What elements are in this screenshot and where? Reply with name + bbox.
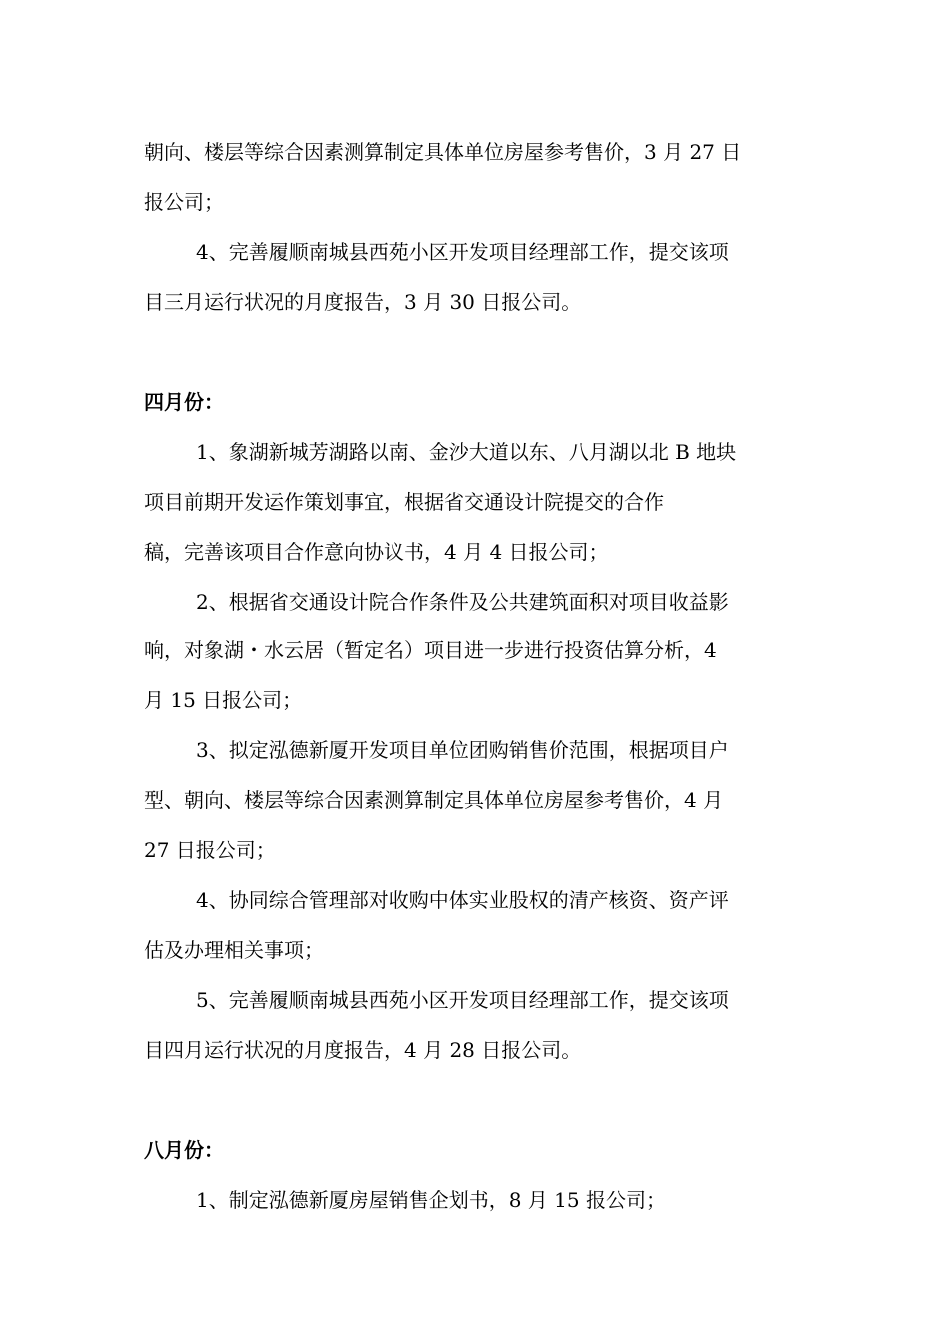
paragraph-line: 稿，完善该项目合作意向协议书，4 月 4 日报公司； — [144, 540, 609, 564]
paragraph-line: 2、根据省交通设计院合作条件及公共建筑面积对项目收益影 — [196, 590, 729, 614]
section-heading-april: 四月份： — [144, 390, 224, 414]
paragraph-line: 月 15 日报公司； — [144, 688, 303, 712]
paragraph-line: 朝向、楼层等综合因素测算制定具体单位房屋参考售价，3 月 27 日 — [144, 140, 742, 164]
paragraph-line: 项目前期开发运作策划事宜，根据省交通设计院提交的合作 — [144, 490, 664, 514]
paragraph-line: 5、完善履顺南城县西苑小区开发项目经理部工作，提交该项 — [196, 988, 729, 1012]
paragraph-line: 目三月运行状况的月度报告，3 月 30 日报公司。 — [144, 290, 582, 314]
paragraph-line: 估及办理相关事项； — [144, 938, 324, 962]
paragraph-line: 3、拟定泓德新厦开发项目单位团购销售价范围，根据项目户 — [196, 738, 729, 762]
paragraph-line: 目四月运行状况的月度报告，4 月 28 日报公司。 — [144, 1038, 582, 1062]
paragraph-line: 4、协同综合管理部对收购中体实业股权的清产核资、资产评 — [196, 888, 729, 912]
paragraph-line: 27 日报公司； — [144, 838, 276, 862]
paragraph-line: 响，对象湖・水云居（暂定名）项目进一步进行投资估算分析，4 — [144, 638, 717, 662]
paragraph-line: 报公司； — [144, 190, 224, 214]
paragraph-line: 4、完善履顺南城县西苑小区开发项目经理部工作，提交该项 — [196, 240, 729, 264]
paragraph-line: 1、象湖新城芳湖路以南、金沙大道以东、八月湖以北 B 地块 — [196, 440, 737, 464]
paragraph-line: 1、制定泓德新厦房屋销售企划书，8 月 15 报公司； — [196, 1188, 666, 1212]
paragraph-line: 型、朝向、楼层等综合因素测算制定具体单位房屋参考售价，4 月 — [144, 788, 724, 812]
section-heading-august: 八月份： — [144, 1138, 224, 1162]
